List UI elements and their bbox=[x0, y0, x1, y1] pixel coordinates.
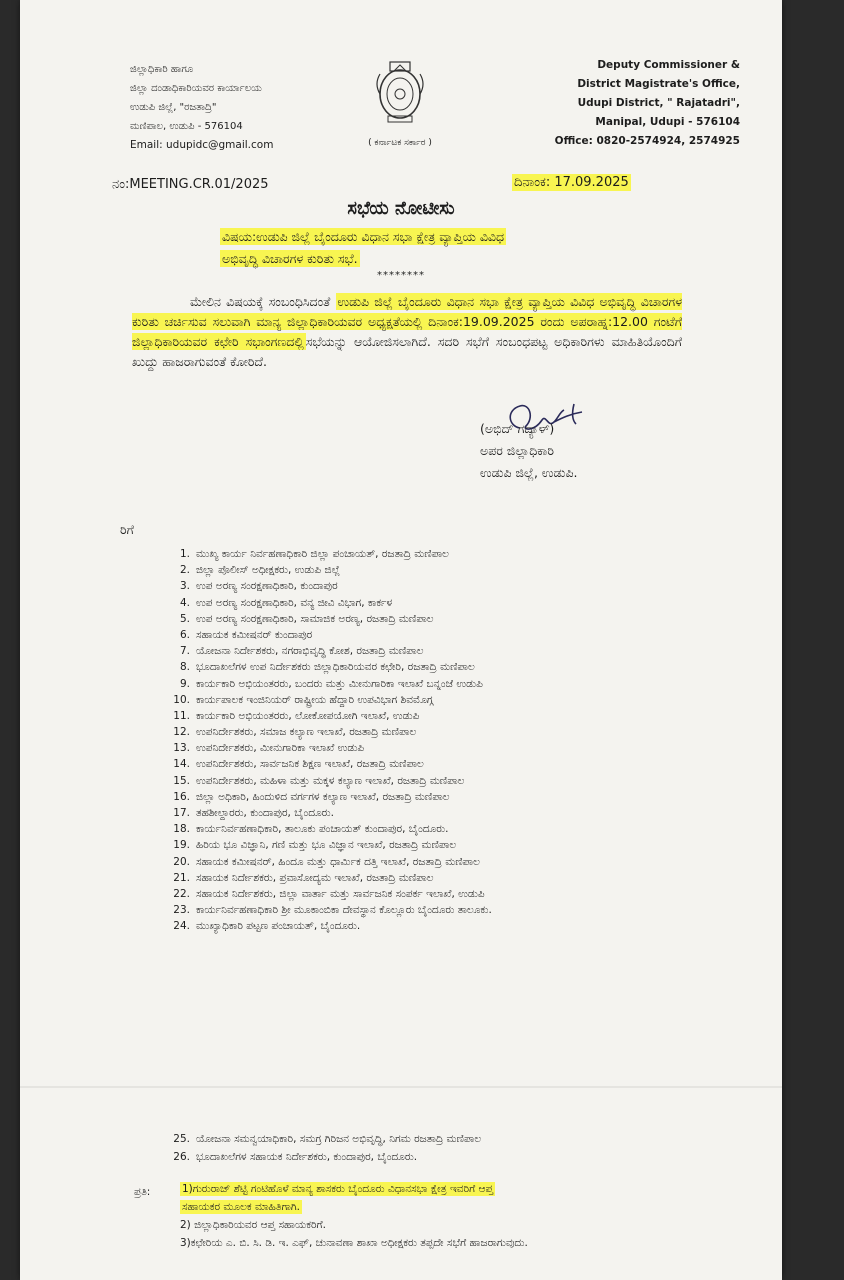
address-line: Manipal, Udupi - 576104 bbox=[595, 116, 740, 128]
notice-title: ಸಭೆಯ ನೋಟೀಸು bbox=[347, 198, 455, 219]
recipient-number: 24. bbox=[173, 920, 190, 933]
recipient-item bbox=[148, 805, 708, 821]
recipient-item bbox=[148, 870, 708, 886]
office-address-kannada bbox=[130, 60, 273, 155]
recipient-item bbox=[148, 740, 708, 756]
signatory-block bbox=[480, 396, 577, 484]
recipient-text: ಕಾರ್ಯನಿರ್ವಹಣಾಧಿಕಾರಿ, ತಾಲೂಕು ಪಂಚಾಯತ್ ಕುಂದಾಪುರ, ಬೈಂದೂರು. bbox=[196, 823, 449, 836]
recipient-text: ಉಪ ಅರಣ್ಯ ಸಂರಕ್ಷಣಾಧಿಕಾರಿ, ಕುಂದಾಪುರ bbox=[196, 580, 338, 593]
recipient-text: ಉಪನಿರ್ದೇಶಕರು, ಸಾರ್ವಜನಿಕ ಶಿಕ್ಷಣ ಇಲಾಖೆ, ರಜತಾದ್ರಿ ಮಣಿಪಾಲ bbox=[196, 758, 424, 771]
recipient-text: ಯೋಜನಾ ನಿರ್ದೇಶಕರು, ನಗರಾಭಿವೃದ್ಧಿ ಕೋಶ, ರಜತಾದ್ರಿ ಮಣಿಪಾಲ bbox=[196, 645, 424, 658]
recipient-number: 13. bbox=[173, 742, 190, 755]
recipient-number: 4. bbox=[179, 596, 190, 609]
recipient-item bbox=[148, 821, 708, 837]
recipient-number: 3. bbox=[179, 580, 190, 593]
recipient-number: 20. bbox=[173, 855, 190, 868]
state-emblem-icon bbox=[370, 58, 430, 126]
copy-item: 2) ಜಿಲ್ಲಾಧಿಕಾರಿಯವರ ಆಪ್ತ ಸಹಾಯಕರಿಗೆ. bbox=[180, 1219, 326, 1231]
recipient-number: 16. bbox=[173, 790, 190, 803]
office-email: Email: udupidc@gmail.com bbox=[130, 139, 274, 151]
recipient-text: ಕಾರ್ಯಕಾರಿ ಅಭಿಯಂತರರು, ಬಂದರು ಮತ್ತು ಮೀನುಗಾರಿಕಾ ಇಲಾಖೆ ಬನ್ನಂಜೆ ಉಡುಪಿ bbox=[196, 677, 483, 690]
recipient-item bbox=[148, 902, 708, 918]
recipient-text: ತಹಶೀಲ್ದಾರರು, ಕುಂದಾಪುರ, ಬೈಂದೂರು. bbox=[196, 807, 334, 819]
recipient-text: ಜಿಲ್ಲಾ ಅಧಿಕಾರಿ, ಹಿಂದುಳಿದ ವರ್ಗಗಳ ಕಲ್ಯಾಣ ಇಲಾಖೆ, ರಜತಾದ್ರಿ ಮಣಿಪಾಲ bbox=[196, 790, 450, 803]
recipient-number: 22. bbox=[173, 887, 190, 900]
recipient-text: ಭೂದಾಖಲೆಗಳ ಉಪ ನಿರ್ದೇಶಕರು ಜಿಲ್ಲಾಧಿಕಾರಿಯವರ ಕಛೇರಿ, ರಜತಾದ್ರಿ ಮಣಿಪಾಲ bbox=[196, 661, 475, 674]
recipient-text: ಭೂದಾಖಲೆಗಳ ಸಹಾಯಕ ನಿರ್ದೇಶಕರು, ಕುಂದಾಪುರ, ಬೈಂದೂರು. bbox=[196, 1151, 418, 1163]
recipient-number: 17. bbox=[173, 807, 190, 819]
address-line: ಜಿಲ್ಲಾಧಿಕಾರಿ ಹಾಗೂ bbox=[130, 64, 194, 75]
body-intro: ಮೇಲಿನ ವಿಷಯಕ್ಕೆ ಸಂಬಂಧಿಸಿದಂತೆ bbox=[190, 294, 331, 309]
recipient-item bbox=[148, 854, 708, 870]
recipient-item bbox=[148, 676, 708, 692]
address-line: Udupi District, " Rajatadri", bbox=[577, 97, 740, 109]
recipient-item bbox=[148, 595, 708, 611]
signatory-office: ಉಡುಪಿ ಜಿಲ್ಲೆ, ಉಡುಪಿ. bbox=[480, 465, 578, 480]
document-page bbox=[20, 0, 782, 1280]
page-fold-line bbox=[20, 1086, 782, 1088]
recipient-text: ಉಪ ಅರಣ್ಯ ಸಂರಕ್ಷಣಾಧಿಕಾರಿ, ವನ್ಯ ಜೀವಿ ವಿಭಾಗ, ಕಾರ್ಕಳ bbox=[196, 596, 393, 609]
separator-stars: ******** bbox=[377, 270, 425, 281]
signatory-designation: ಅಪರ ಜಿಲ್ಲಾಧಿಕಾರಿ bbox=[480, 443, 554, 458]
notice-date bbox=[512, 175, 631, 190]
recipient-text: ಕಾರ್ಯಪಾಲಕ ಇಂಜಿನಿಯರ್ ರಾಷ್ಟ್ರೀಯ ಹೆದ್ದಾರಿ ಉಪವಿಭಾಗ ಶಿವಮೊಗ್ಗ bbox=[196, 693, 434, 706]
recipient-text: ಮುಖ್ಯ ಕಾರ್ಯ ನಿರ್ವಹಣಾಧಿಕಾರಿ ಜಿಲ್ಲಾ ಪಂಚಾಯತ್, ರಜತಾದ್ರಿ ಮಣಿಪಾಲ bbox=[196, 548, 449, 560]
recipient-item bbox=[148, 546, 708, 562]
recipient-text: ಉಪ ಅರಣ್ಯ ಸಂರಕ್ಷಣಾಧಿಕಾರಿ, ಸಾಮಾಜಿಕ ಅರಣ್ಯ, ರಜತಾದ್ರಿ ಮಣಿಪಾಲ bbox=[196, 612, 434, 625]
recipient-text: ಸಹಾಯಕ ನಿರ್ದೇಶಕರು, ಪ್ರವಾಸೋದ್ಯಮ ಇಲಾಖೆ, ರಜತಾದ್ರಿ ಮಣಿಪಾಲ bbox=[196, 871, 434, 884]
recipient-number: 7. bbox=[179, 645, 190, 658]
recipient-text: ಮುಖ್ಯಾಧಿಕಾರಿ ಪಟ್ಟಣ ಪಂಚಾಯತ್, ಬೈಂದೂರು. bbox=[196, 920, 361, 933]
recipient-number: 10. bbox=[173, 693, 190, 706]
recipient-number: 15. bbox=[173, 774, 190, 787]
date-highlight: ದಿನಾಂಕ: 17.09.2025 bbox=[514, 175, 629, 190]
recipient-item bbox=[148, 773, 708, 789]
copy-to-list bbox=[180, 1180, 720, 1252]
recipients-list-continued bbox=[148, 1130, 708, 1166]
recipient-text: ಹಿರಿಯ ಭೂ ವಿಜ್ಞಾನಿ, ಗಣಿ ಮತ್ತು ಭೂ ವಿಜ್ಞಾನ ಇಲಾಖೆ, ರಜತಾದ್ರಿ ಮಣಿಪಾಲ bbox=[196, 839, 457, 852]
recipient-item bbox=[148, 918, 708, 934]
recipient-number: 6. bbox=[179, 628, 190, 641]
recipient-item bbox=[148, 1130, 708, 1148]
recipient-text: ಜಿಲ್ಲಾ ಪೊಲೀಸ್ ಅಧೀಕ್ಷಕರು, ಉಡುಪಿ ಜಿಲ್ಲೆ bbox=[196, 564, 340, 577]
address-line: Deputy Commissioner & bbox=[597, 59, 740, 71]
body-rest: ಸಭೆಯನ್ನು ಆಯೋಜಿಸಲಾಗಿದೆ. ಸದರಿ ಸಭೆಗೆ ಸಂಬಂಧಪಟ್ಟ ಅಧಿಕಾರಿಗಳು ಮಾಹಿತಿಯೊಂದಿಗೆ ಖುದ್ದು ಹಾಜರಾಗುವಂತೆ ಕೋರಿದೆ. bbox=[132, 334, 682, 369]
recipient-number: 1. bbox=[179, 548, 190, 560]
address-line: District Magistrate's Office, bbox=[577, 78, 740, 90]
recipients-label: ರಿಗೆ bbox=[120, 522, 134, 537]
recipient-number: 25. bbox=[173, 1133, 190, 1145]
recipient-item bbox=[148, 692, 708, 708]
recipient-number: 9. bbox=[179, 677, 190, 690]
recipient-number: 19. bbox=[173, 839, 190, 852]
recipient-text: ಉಪನಿರ್ದೇಶಕರು, ಸಮಾಜ ಕಲ್ಯಾಣ ಇಲಾಖೆ, ರಜತಾದ್ರಿ ಮಣಿಪಾಲ bbox=[196, 726, 417, 739]
copy-item: 1)ಗುರುರಾಜ್ ಶೆಟ್ಟಿ ಗಂಟಿಹೊಳೆ ಮಾನ್ಯ ಶಾಸಕರು ಬೈಂದೂರು ವಿಧಾನಸಭಾ ಕ್ಷೇತ್ರ ಇವರಿಗೆ ಆಪ್ತ bbox=[182, 1183, 494, 1195]
copy-item: ಸಹಾಯಕರ ಮೂಲಕ ಮಾಹಿತಿಗಾಗಿ. bbox=[182, 1201, 300, 1213]
office-address-english bbox=[555, 56, 740, 151]
recipient-text: ಉಪನಿರ್ದೇಶಕರು, ಮಹಿಳಾ ಮತ್ತು ಮಕ್ಕಳ ಕಲ್ಯಾಣ ಇಲಾಖೆ, ರಜತಾದ್ರಿ ಮಣಿಪಾಲ bbox=[196, 774, 465, 787]
government-emblem bbox=[362, 58, 438, 148]
recipient-text: ಕಾರ್ಯನಿರ್ವಹಣಾಧಿಕಾರಿ ಶ್ರೀ ಮೂಕಾಂಬಿಕಾ ದೇವಸ್ಥಾನ ಕೊಲ್ಲೂರು ಬೈಂದೂರು ತಾಲೂಕು. bbox=[196, 904, 492, 917]
notice-subject bbox=[220, 226, 640, 270]
recipient-number: 11. bbox=[173, 709, 190, 722]
recipient-number: 5. bbox=[179, 612, 190, 625]
recipient-number: 2. bbox=[179, 564, 190, 577]
address-line: ಉಡುಪಿ ಜಿಲ್ಲೆ, "ರಜತಾದ್ರಿ" bbox=[130, 102, 217, 113]
signatory-name: (ಅಭಿದ್ ಗದ್ಯಾಳ್) bbox=[480, 421, 555, 436]
recipient-number: 14. bbox=[173, 758, 190, 771]
body-highlight: ಉಡುಪಿ ಜಿಲ್ಲೆ ಬೈಂದೂರು ವಿಧಾನ ಸಭಾ ಕ್ಷೇತ್ರ ವ್ಯಾಪ್ತಿಯ ವಿವಿಧ ಅಭಿವೃದ್ಧಿ ವಿಚಾರಗಳ ಕುರಿತು ಚರ್ಚಿಸುವ ಸಲುವಾಗಿ ಮಾನ್ಯ ಜಿಲ್ಲಾಧಿಕಾರಿಯವರ ಅಧ್ಯಕ್ಷತೆಯಲ್ಲಿ ದಿನಾಂಕ:19.09.2025 ರಂದು ಅಪರಾಹ್ನ:12.00 ಗಂಟೆಗೆ ಜಿಲ್ಲಾಧಿಕಾರಿಯವರ ಕಛೇರಿ ಸಭಾಂಗಣದಲ್ಲಿ bbox=[132, 294, 682, 349]
recipient-number: 21. bbox=[173, 871, 190, 884]
recipient-item bbox=[148, 837, 708, 853]
recipient-text: ಸಹಾಯಕ ಕಮೀಷನರ್ ಕುಂದಾಪುರ bbox=[196, 628, 313, 641]
recipient-item bbox=[148, 643, 708, 659]
recipient-number: 23. bbox=[173, 904, 190, 917]
recipient-item bbox=[148, 756, 708, 772]
reference-number: ನಂ:MEETING.CR.01/2025 bbox=[112, 177, 269, 192]
recipient-number: 12. bbox=[173, 726, 190, 739]
address-line: ಮಣಿಪಾಲ, ಉಡುಪಿ - 576104 bbox=[130, 121, 243, 132]
recipient-text: ಸಹಾಯಕ ಕಮೀಷನರ್, ಹಿಂದೂ ಮತ್ತು ಧಾರ್ಮಿಕ ದತ್ತಿ ಇಲಾಖೆ, ರಜತಾದ್ರಿ ಮಣಿಪಾಲ bbox=[196, 855, 480, 868]
recipient-item bbox=[148, 1148, 708, 1166]
recipient-number: 26. bbox=[173, 1151, 190, 1163]
recipient-item bbox=[148, 611, 708, 627]
recipient-item bbox=[148, 562, 708, 578]
recipient-item bbox=[148, 627, 708, 643]
office-phone: Office: 0820-2574924, 2574925 bbox=[554, 135, 740, 147]
copy-item: 3)ಕಛೇರಿಯ ಎ. ಬಿ. ಸಿ. ಡಿ. ಇ. ಎಫ್, ಚುನಾವಣಾ ಶಾಖಾ ಅಧೀಕ್ಷಕರು ತಪ್ಪದೇ ಸಭೆಗೆ ಹಾಜರಾಗುವುದು. bbox=[180, 1237, 528, 1249]
notice-body bbox=[132, 292, 682, 372]
subject-line: ಅಭಿವೃದ್ಧಿ ವಿಚಾರಗಳ ಕುರಿತು ಸಭೆ. bbox=[222, 251, 358, 266]
copy-to-label: ಪ್ರತಿ: bbox=[134, 1186, 151, 1198]
address-line: ಜಿಲ್ಲಾ ದಂಡಾಧಿಕಾರಿಯವರ ಕಾರ್ಯಾಲಯ bbox=[130, 83, 262, 94]
subject-line: ವಿಷಯ:ಉಡುಪಿ ಜಿಲ್ಲೆ ಬೈಂದೂರು ವಿಧಾನ ಸಭಾ ಕ್ಷೇತ್ರ ವ್ಯಾಪ್ತಿಯ ವಿವಿಧ bbox=[222, 229, 505, 244]
recipients-list bbox=[148, 546, 708, 935]
recipient-item bbox=[148, 724, 708, 740]
recipient-number: 18. bbox=[173, 823, 190, 836]
emblem-caption: ( ಕರ್ನಾಟಕ ಸರ್ಕಾರ ) bbox=[368, 138, 432, 148]
recipient-text: ಉಪನಿರ್ದೇಶಕರು, ಮೀನುಗಾರಿಕಾ ಇಲಾಖೆ ಉಡುಪಿ bbox=[196, 742, 365, 755]
recipient-item bbox=[148, 789, 708, 805]
recipient-number: 8. bbox=[179, 661, 190, 674]
recipient-item bbox=[148, 659, 708, 675]
recipient-text: ಸಹಾಯಕ ನಿರ್ದೇಶಕರು, ಜಿಲ್ಲಾ ವಾರ್ತಾ ಮತ್ತು ಸಾರ್ವಜನಿಕ ಸಂಪರ್ಕ ಇಲಾಖೆ, ಉಡುಪಿ bbox=[196, 887, 485, 900]
recipient-item bbox=[148, 578, 708, 594]
recipient-item bbox=[148, 708, 708, 724]
recipient-text: ಕಾರ್ಯಕಾರಿ ಅಭಿಯಂತರರು, ಲೋಕೋಪಯೋಗಿ ಇಲಾಖೆ, ಉಡುಪಿ bbox=[196, 709, 420, 722]
recipient-text: ಯೋಜನಾ ಸಮನ್ವಯಾಧಿಕಾರಿ, ಸಮಗ್ರ ಗಿರಿಜನ ಅಭಿವೃದ್ಧಿ, ನಿಗಮ ರಜತಾದ್ರಿ ಮಣಿಪಾಲ bbox=[196, 1133, 482, 1145]
recipient-item bbox=[148, 886, 708, 902]
